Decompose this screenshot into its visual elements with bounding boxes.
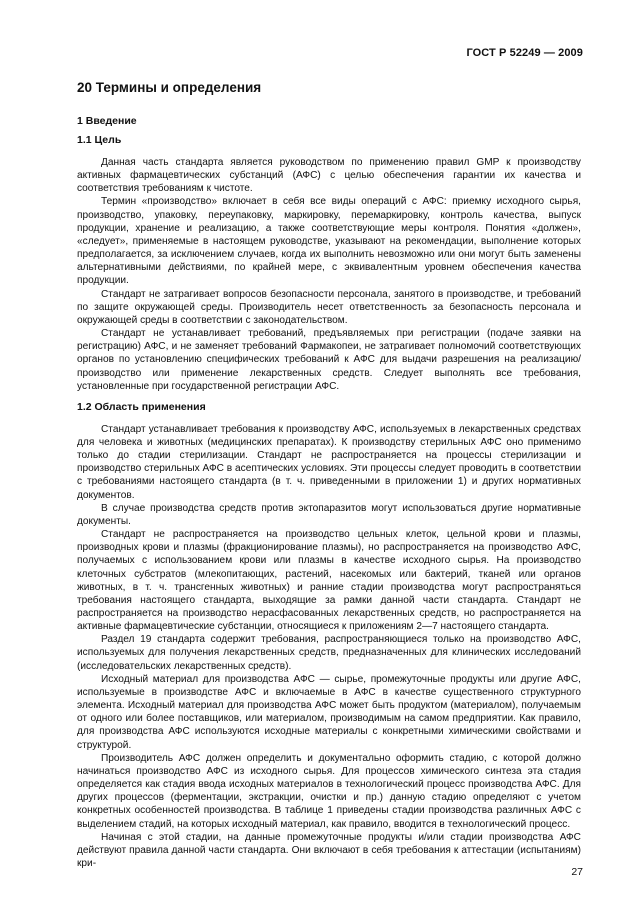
section-title: 20 Термины и определения (77, 80, 262, 95)
paragraph: Производитель АФС должен определить и документально оформить стадию, с которой должно начинаться производство АФС из исходного сырья. Для процессов химического синтеза эта стадия определяется как стадия ввода исходных материалов в технологический процесс производства АФС. Для других процессов (ферментации, экстракции, очистки и пр.) данную стадию определяют с учетом конкретных особенностей производства. В таблице 1 приведены стадии производства различных АФС с выделением стадий, на которых исходный материал, как правило, вводится в технологический процесс. (77, 752, 581, 830)
page-number: 27 (571, 866, 583, 878)
paragraph: Раздел 19 стандарта содержит требования, распространяющиеся только на производство АФС, используемых для получения лекарственных средств, предназначенных для клинических исследований (исследовательских лекарственных средств). (77, 634, 581, 672)
scope-heading: 1.2 Область применения (77, 400, 206, 413)
paragraph: Начиная с этой стадии, на данные промежуточные продукты и/или стадии производства АФС действуют правила данной части стандарта. Они включают в себя требования к аттестации (испытаниям) кри- (77, 831, 581, 869)
paragraph: В случае производства средств против эктопаразитов могут использоваться другие нормативные документы. (77, 502, 581, 527)
paragraph: Термин «производство» включает в себя все виды операций с АФС: приемку исходного сырья, производство, упаковку, переупаковку, маркировку, перемаркировку, контроль качества, выпуск продукции, хранение и реализацию, а также соответствующие меры контроля. Понятия «должен», «следует», применяемые в настоящем руководстве, указывают на рекомендации, выполнение которых предполагается, за исключением случаев, когда их выполнить невозможно или они могут быть заменены альтернативными действиями, по крайней мере, с эквивалентным уровнем обеспечения качества продукции. (77, 196, 581, 287)
page-body (77, 80, 581, 870)
paragraph: Стандарт не распространяется на производство цельных клеток, цельной крови и плазмы, производных крови и плазмы (фракционирование плазмы), но распространяется на производство АФС, получаемых с использованием крови или плазмы в качестве исходного сырья. На производство клеточных субстратов (млекопитающих, растений, насекомых или бактерий, тканей или органов животных, в т. ч. трансгенных животных) и ранние стадии производства могут распространяться требования настоящего стандарта, выходящие за рамки данной части стандарта. Стандарт не распространяется на производство нерасфасованных лекарственных средств, но распространяется на активные фармацевтические субстанции, относящиеся к приложениям 2—7 настоящего стандарта. (77, 529, 581, 633)
paragraph: Данная часть стандарта является руководством по применению правил GMP к производству активных фармацевтических субстанций (АФС) с целью обеспечения гарантии их качества и соответствия требованиям к чистоте. (77, 157, 581, 195)
paragraph: Исходный материал для производства АФС — сырье, промежуточные продукты или другие АФС, используемые в производстве АФС и включаемые в АФС в качестве существенного структурного элемента. Исходный материал для производства АФС может быть продуктом (материалом), получаемым от одного или более поставщиков, или материалом, производимым на самом предприятии. Как правило, для производства АФС используются исходные материалы с конкретными химическими свойствами и структурой. (77, 673, 581, 751)
document-header-id: ГОСТ Р 52249 — 2009 (466, 47, 583, 59)
paragraph: Стандарт устанавливает требования к производству АФС, используемых в лекарственных средствах для человека и животных (медицинских препаратах). К производству стерильных АФС оно применимо только до стадии стерилизации. Стандарт не распространяется на процессы стерилизации и производство стерильных АФС в асептических условиях. Эти процессы следует проводить в соответствии с требованиями настоящего стандарта (в т. ч. приведенными в приложении 1) и других нормативных документов. (77, 423, 581, 501)
intro-heading: 1 Введение (77, 115, 137, 127)
paragraph: Стандарт не устанавливает требований, предъявляемых при регистрации (подаче заявки на регистрацию) АФС, и не заменяет требований Фармакопеи, не затрагивает полномочий соответствующих органов по установлению специфических требований к АФС для выдачи разрешения на реализацию/производство или применение лекарственных средств. Следует выполнять все требования, установленные при государственной регистрации АФС. (77, 328, 581, 392)
paragraph: Стандарт не затрагивает вопросов безопасности персонала, занятого в производстве, и требований по защите окружающей среды. Производитель несет ответственность за безопасность персонала и окружающей среды в соответствии с законодательством. (77, 288, 581, 326)
goal-heading: 1.1 Цель (77, 134, 122, 146)
